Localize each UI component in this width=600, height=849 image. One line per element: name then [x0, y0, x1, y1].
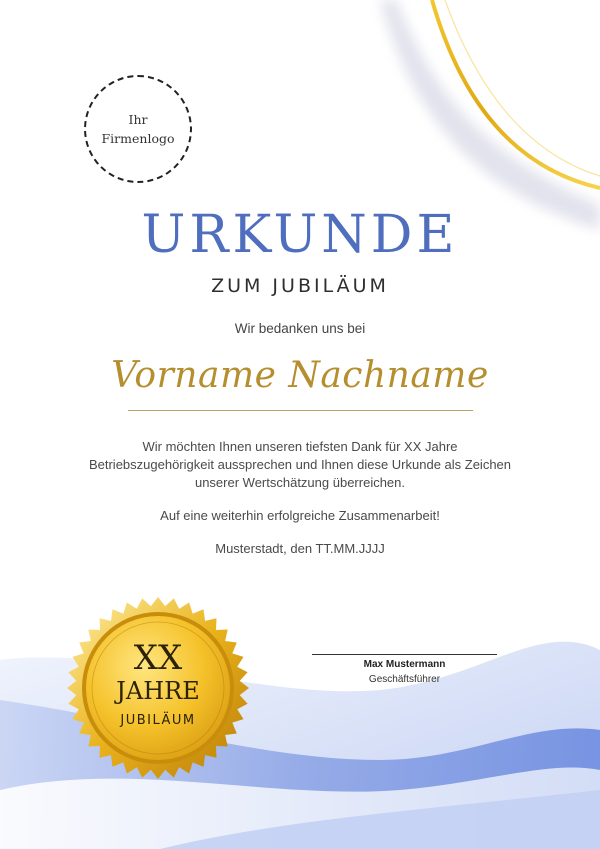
seal-text-anniversary: JUBILÄUM [120, 713, 196, 728]
company-logo-placeholder [84, 75, 192, 183]
seal-text-years: JAHRE [116, 677, 200, 705]
closing-line: Auf eine weiterhin erfolgreiche Zusammenarbeit! [160, 508, 440, 523]
certificate-subtitle: ZUM JUBILÄUM [211, 275, 389, 297]
anniversary-seal [66, 596, 250, 780]
thanks-line: Wir bedanken uns bei [234, 321, 366, 336]
signatory-role: Geschäftsführer [368, 674, 441, 685]
recipient-name-underline [128, 410, 473, 411]
top-swoosh-shadow [380, 0, 600, 230]
certificate-message: Wir möchten Ihnen unseren tiefsten Dank für XX Jahre Betriebszugehörigkeit aussprechen und Ihnen diese Urkunde als Zeichen unserer Wertschätzung überreichen. [88, 439, 512, 490]
logo-line-1: Ihr [128, 111, 148, 127]
seal-text-number: XX [133, 638, 183, 678]
recipient-name: Vorname Nachname [111, 355, 489, 396]
place-and-date: Musterstadt, den TT.MM.JJJJ [215, 541, 385, 556]
logo-line-2: Firmenlogo [101, 131, 175, 146]
certificate-title: URKUNDE [141, 205, 459, 265]
signatory-name: Max Mustermann [363, 659, 446, 670]
signature-line [312, 654, 497, 655]
